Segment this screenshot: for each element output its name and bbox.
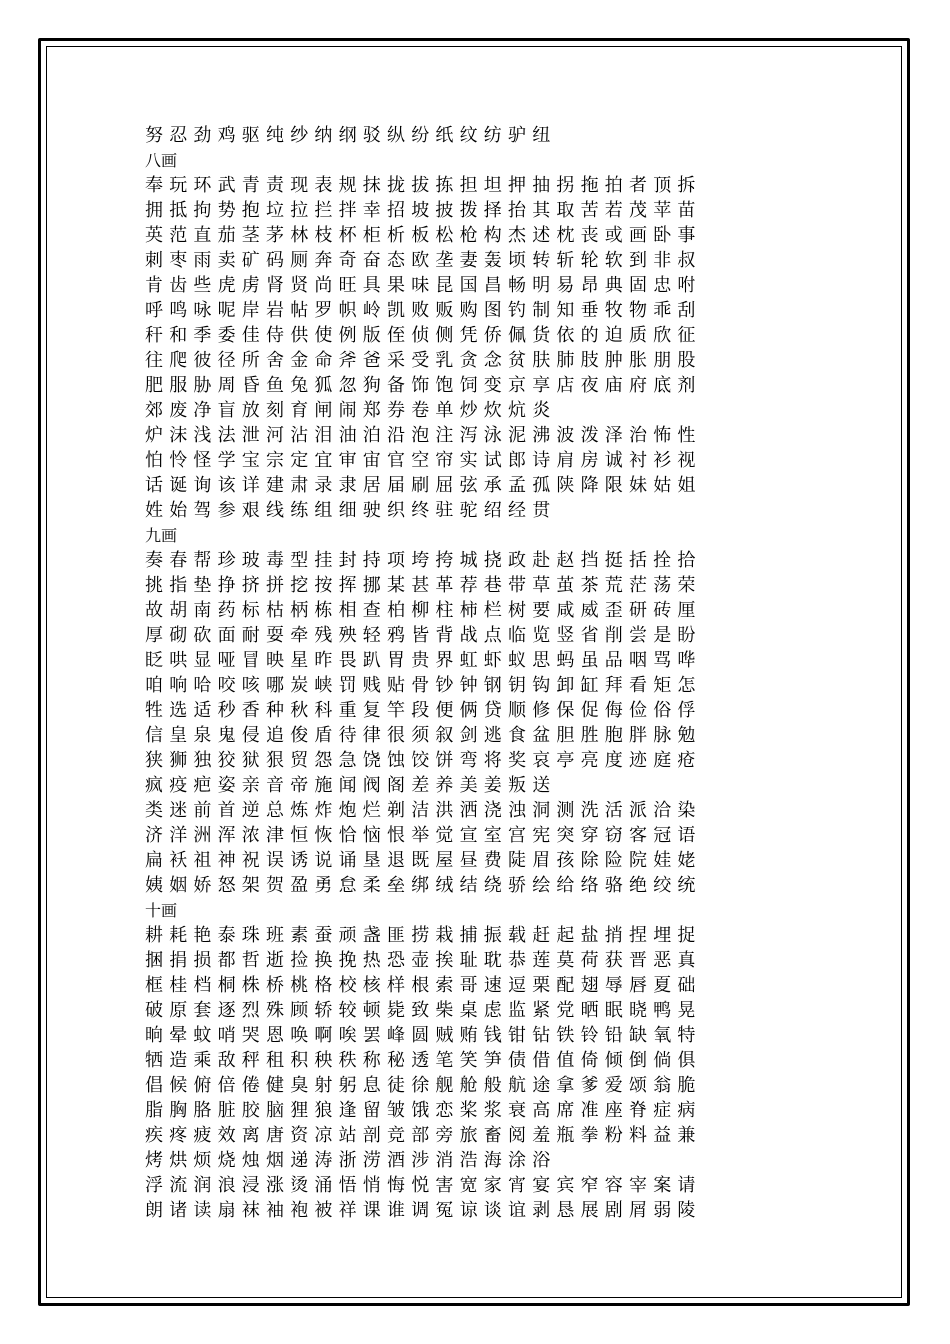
character-line: 眨哄显哑冒映星昨畏趴胃贵界虹虾蚁思蚂虽品咽骂哗	[145, 650, 702, 671]
character-line: 咱响哈咬咳哪炭峡罚贱贴骨钞钟钢钥钩卸缸拜看矩怎	[145, 675, 702, 696]
character-line: 晌晕蚊哨哭恩唤啊唉罢峰圆贼贿钱钳钻铁铃铅缺氧特	[145, 1025, 702, 1046]
stroke-count-heading: 九画	[145, 526, 178, 545]
character-line: 厚砌砍面耐耍牵残殃轻鸦皆背战点临览竖省削尝是盼	[145, 625, 702, 646]
character-line: 挑指垫挣挤拼挖按挥挪某甚革荐巷带草茧茶荒茫荡荣	[145, 575, 702, 596]
character-line: 扁袄祖神祝误诱说诵垦退既屋昼费陡眉孩除险院娃姥	[145, 850, 702, 871]
character-line: 疯疫疤姿亲音帝施闻阀阁差养美姜叛送	[145, 775, 557, 796]
character-line: 牺造乘敌秤租积秧秩称秘透笔笑笋债借值倚倾倒倘俱	[145, 1050, 702, 1071]
character-line: 破原套逐烈殊顾轿较顿毙致柴桌虑监紧党晒眠晓鸭晃	[145, 1000, 702, 1021]
character-line: 努忍劲鸡驱纯纱纳纲驳纵纷纸纹纺驴纽	[145, 125, 557, 146]
character-line: 疾疼疲效离唐资凉站剖竞部旁旅畜阅羞瓶拳粉料益兼	[145, 1125, 702, 1146]
character-line: 肥服胁周昏鱼兔狐忽狗备饰饱饲变京享店夜庙府底剂	[145, 375, 702, 396]
character-line: 故胡南药标枯柄栋相查柏柳柱柿栏树要咸威歪研砖厘	[145, 600, 702, 621]
character-line: 狭狮独狡狱狠贸怨急饶蚀饺饼弯将奖哀亭亮度迹庭疮	[145, 750, 702, 771]
stroke-count-heading: 十画	[145, 901, 178, 920]
character-line: 英范直茄茎茅林枝杯柜析板松枪构杰述枕丧或画卧事	[145, 225, 702, 246]
character-line: 类迷前首逆总炼炸炮烂剃洁洪洒浇浊洞测洗活派洽染	[145, 800, 702, 821]
character-line: 怕怜怪学宝宗定宜审宙官空帘实试郎诗肩房诚衬衫视	[145, 450, 702, 471]
character-line: 脂胸胳脏胶脑狸狼逢留皱饿恋桨浆衰高席准座脊症病	[145, 1100, 702, 1121]
character-line: 框桂档桐株桥桃格校核样根索哥速逗栗配翅辱唇夏础	[145, 975, 702, 996]
character-line: 牲选适秒香种秋科重复竿段便俩贷顺修保促侮俭俗俘	[145, 700, 702, 721]
character-line: 秆和季委佳侍供使例版侄侦侧凭侨佩货依的迫质欣征	[145, 325, 702, 346]
character-line: 话诞询该详建肃录隶居届刷屈弦承孟孤陕降限妹姑姐	[145, 475, 702, 496]
character-line: 郊废净盲放刻育闸闹郑券卷单炒炊炕炎	[145, 400, 557, 421]
character-line: 炉沫浅法泄河沾泪油泊沿泡注泻泳泥沸波泼泽治怖性	[145, 425, 702, 446]
character-line: 倡候俯倍倦健臭射躬息徒徐舰舱般航途拿爹爱颂翁脆	[145, 1075, 702, 1096]
character-line: 刺枣雨卖矿码厕奔奇奋态欧垄妻轰顷转斩轮软到非叔	[145, 250, 702, 271]
character-line: 耕耗艳泰珠班素蚕顽盏匪捞栽捕振载赶起盐捎捏埋捉	[145, 925, 702, 946]
character-line: 信皇泉鬼侵追俊盾待律很须叙剑逃食盆胆胜胞胖脉勉	[145, 725, 702, 746]
character-line: 呼鸣咏呢岸岩帖罗帜岭凯败贩购图钓制知垂牧物乖刮	[145, 300, 702, 321]
character-line: 浮流润浪浸涨烫涌悟悄悔悦害宽家宵宴宾窄容宰案请	[145, 1175, 702, 1196]
character-line: 捆捐损都哲逝捡换挽热恐壶挨耻耽恭莲莫荷获晋恶真	[145, 950, 702, 971]
character-line: 姓始驾参艰线练组细驶织终驻驼绍经贯	[145, 500, 557, 521]
character-line: 奉玩环武青责现表规抹拢拔拣担坦押抽拐拖拍者顶拆	[145, 175, 702, 196]
character-line: 朗诸读扇袜袖袍被祥课谁调冤谅谈谊剥恳展剧屑弱陵	[145, 1200, 702, 1221]
character-line: 奏春帮珍玻毒型挂封持项垮挎城挠政赴赵挡挺括拴拾	[145, 550, 702, 571]
character-line: 肯齿些虎虏肾贤尚旺具果味昆国昌畅明易昂典固忠咐	[145, 275, 702, 296]
character-line: 济洋洲浑浓津恒恢恰恼恨举觉宣室宫宪突穿窃客冠语	[145, 825, 702, 846]
character-line: 姨姻娇怒架贺盈勇怠柔垒绑绒结绕骄绘给络骆绝绞统	[145, 875, 702, 896]
character-line: 烤烘烦烧烛烟递涛浙涝酒涉消浩海涂浴	[145, 1150, 557, 1171]
stroke-count-heading: 八画	[145, 151, 178, 170]
character-list	[145, 123, 810, 1223]
character-line: 拥抵拘势抱垃拉拦拌幸招坡披拨择抬其取苦若茂苹苗	[145, 200, 702, 221]
character-line: 往爬彼径所舍金命斧爸采受乳贪念贫肤肺肢肿胀朋股	[145, 350, 702, 371]
